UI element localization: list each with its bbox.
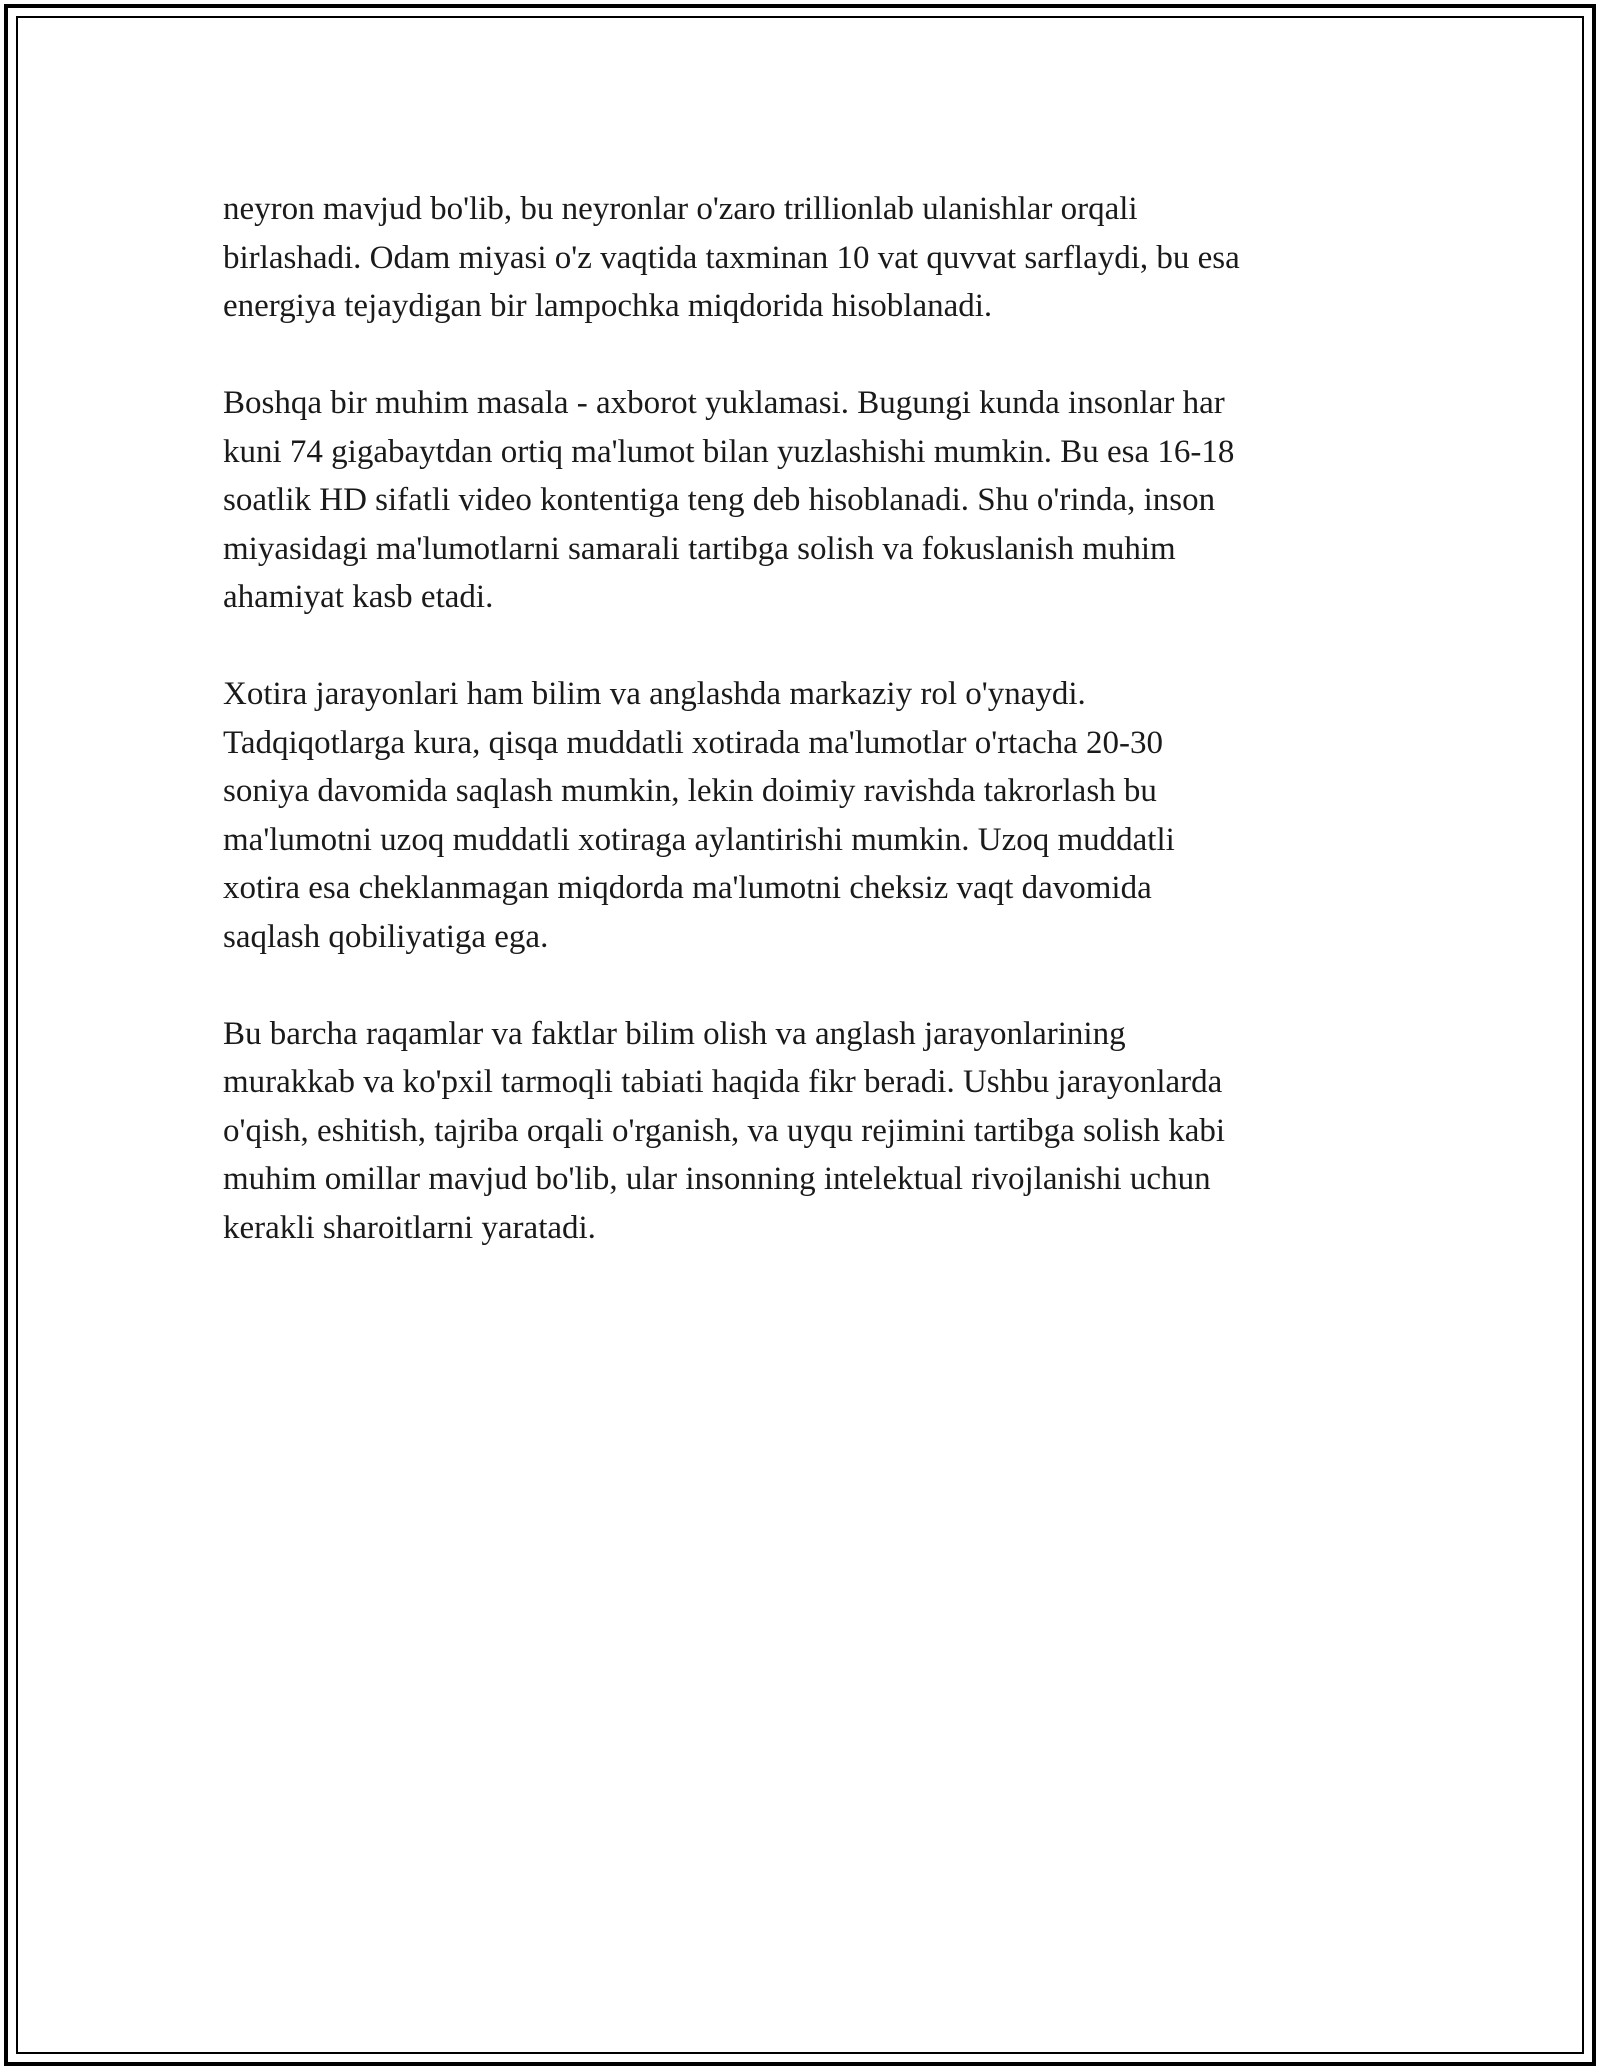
text-line: Boshqa bir muhim masala - axborot yuklamasi. Bugungi kunda insonlar har (223, 385, 1225, 421)
paragraph-4 (223, 1010, 1373, 1253)
paragraph-3 (223, 670, 1373, 961)
text-line: soatlik HD sifatli video kontentiga teng deb hisoblanadi. Shu o'rinda, inson (223, 482, 1216, 518)
text-line: Tadqiqotlarga kura, qisqa muddatli xotirada ma'lumotlar o'rtacha 20-30 (223, 724, 1164, 761)
text-line: miyasidagi ma'lumotlarni samarali tartibga solish va fokuslanish muhim (223, 530, 1176, 567)
text-line: kuni 74 gigabaytdan ortiq ma'lumot bilan yuzlashishi mumkin. Bu esa 16-18 (223, 433, 1235, 470)
text-line: ma'lumotni uzoq muddatli xotiraga aylantirishi mumkin. Uzoq muddatli (223, 821, 1175, 858)
paragraph-1 (223, 185, 1373, 331)
text-line: xotira esa cheklanmagan miqdorda ma'lumotni cheksiz vaqt davomida (223, 870, 1152, 906)
text-line: ahamiyat kasb etadi. (223, 579, 494, 615)
text-line: neyron mavjud bo'lib, bu neyronlar o'zaro trillionlab ulanishlar orqali (223, 191, 1138, 227)
document-body (223, 185, 1373, 1301)
text-line: saqlash qobiliyatiga ega. (223, 918, 549, 955)
text-line: muhim omillar mavjud bo'lib, ular insonning intelektual rivojlanishi uchun (223, 1161, 1211, 1197)
text-line: Bu barcha raqamlar va faktlar bilim olish va anglash jarayonlarining (223, 1015, 1126, 1052)
text-line: kerakli sharoitlarni yaratadi. (223, 1209, 596, 1246)
text-line: Xotira jarayonlari ham bilim va anglashda markaziy rol o'ynaydi. (223, 676, 1086, 712)
text-line: soniya davomida saqlash mumkin, lekin doimiy ravishda takrorlash bu (223, 773, 1157, 809)
text-line: birlashadi. Odam miyasi o'z vaqtida taxminan 10 vat quvvat sarflaydi, bu esa (223, 239, 1240, 276)
text-line: murakkab va ko'pxil tarmoqli tabiati haqida fikr beradi. Ushbu jarayonlarda (223, 1064, 1223, 1100)
text-line: o'qish, eshitish, tajriba orqali o'rganish, va uyqu rejimini tartibga solish kabi (223, 1112, 1226, 1149)
text-line: energiya tejaydigan bir lampochka miqdorida hisoblanadi. (223, 288, 993, 324)
paragraph-2 (223, 379, 1373, 622)
